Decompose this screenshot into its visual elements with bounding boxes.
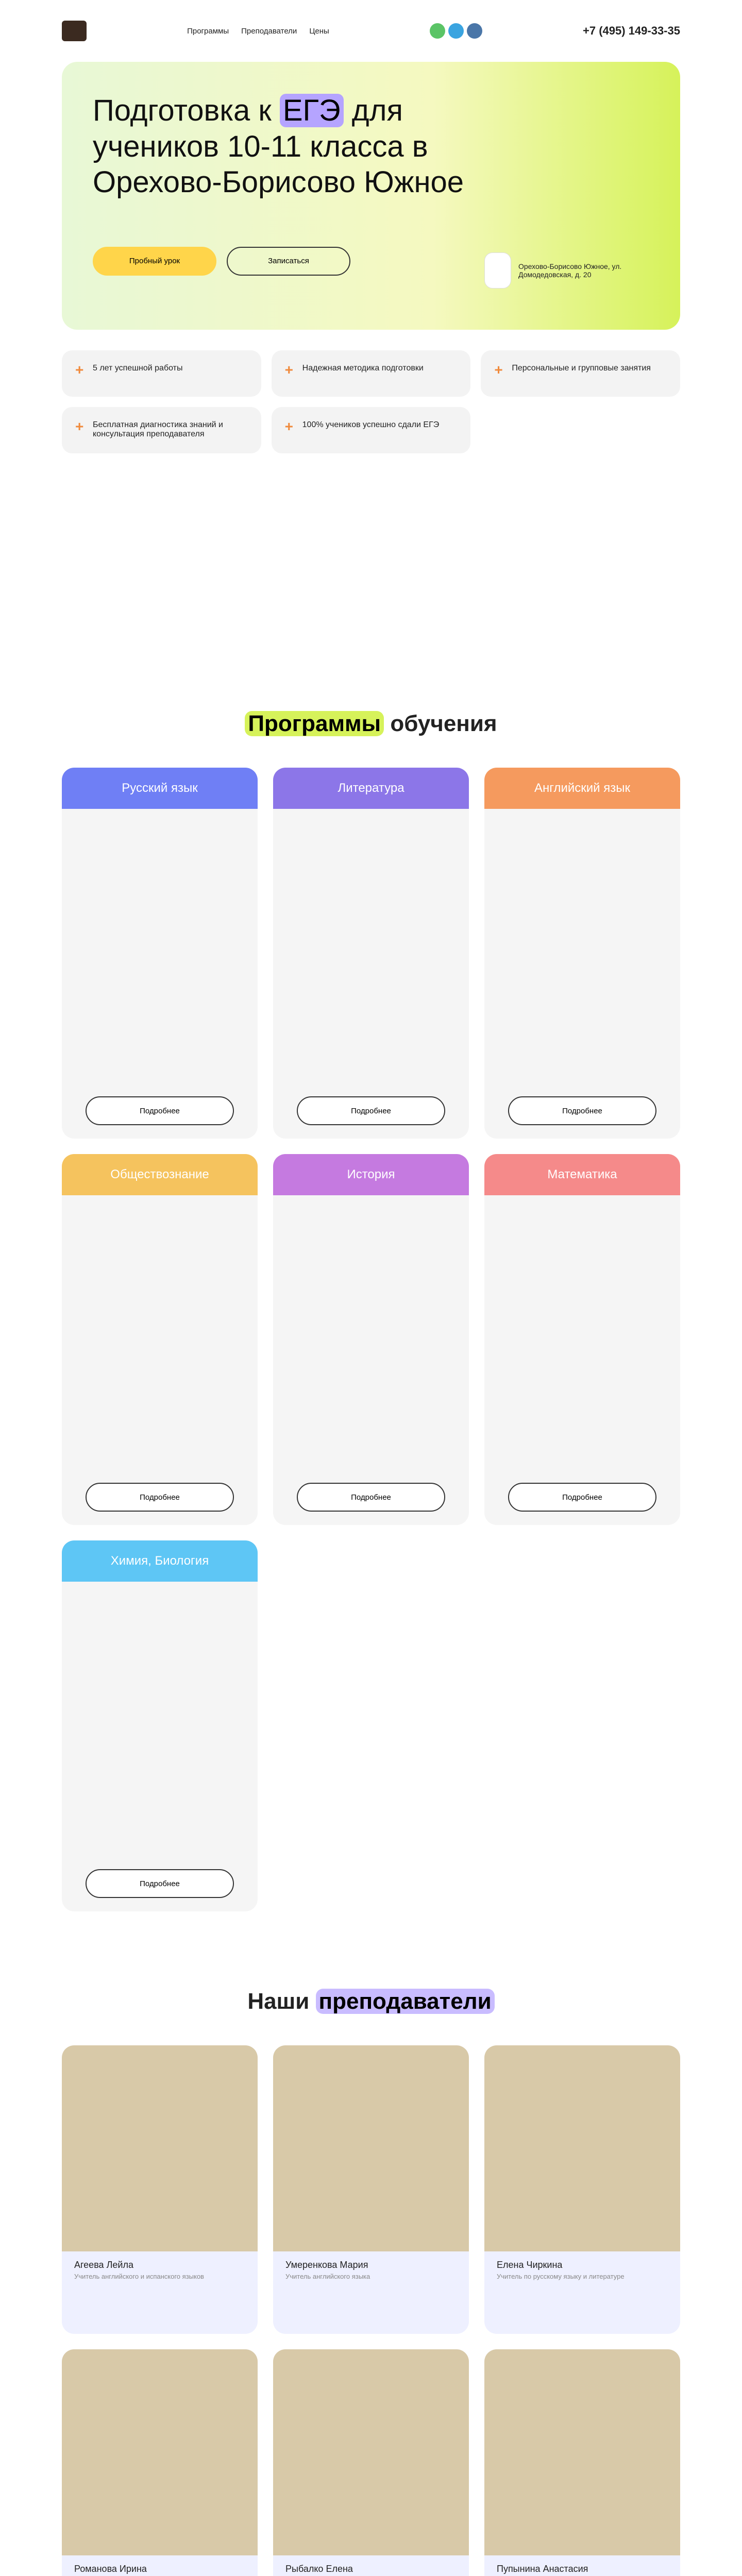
teacher-role: Учитель английского языка — [285, 2273, 370, 2280]
feature-item: + 5 лет успешной работы — [62, 350, 261, 397]
phone-number[interactable]: +7 (495) 149-33-35 — [583, 24, 680, 37]
feature-item: + 100% учеников успешно сдали ЕГЭ — [272, 407, 471, 453]
main-nav — [187, 27, 329, 36]
feature-item: + Персональные и групповые занятия — [481, 350, 680, 397]
program-card — [62, 768, 258, 1139]
teacher-name: Агеева Лейла — [74, 2260, 133, 2270]
teacher-photo — [273, 2045, 469, 2251]
details-button[interactable]: Подробнее — [297, 1483, 446, 1512]
teacher-photo — [62, 2349, 258, 2555]
feature-item: + Бесплатная диагностика знаний и консультация преподавателя — [62, 407, 261, 453]
program-name: Английский язык — [484, 768, 680, 809]
program-card — [273, 768, 469, 1139]
teachers-title: Наши преподаватели — [0, 1989, 742, 2014]
program-card — [484, 768, 680, 1139]
program-card — [484, 1154, 680, 1525]
vk-icon[interactable] — [467, 23, 482, 39]
nav-programs[interactable]: Программы — [187, 26, 229, 36]
teacher-name: Романова Ирина — [74, 2564, 147, 2574]
hero — [62, 62, 680, 330]
details-button[interactable]: Подробнее — [508, 1096, 657, 1125]
program-name: Обществознание — [62, 1154, 258, 1195]
teacher-card — [273, 2045, 469, 2334]
programs-grid — [62, 768, 680, 1911]
feature-item: + Надежная методика подготовки — [272, 350, 471, 397]
location: Орехово-Борисово Южное, ул. Домодедовская, д. 20 — [484, 252, 649, 289]
teacher-name: Пупынина Анастасия — [497, 2564, 588, 2574]
teacher-photo — [484, 2349, 680, 2555]
teacher-name: Рыбалко Елена — [285, 2564, 353, 2574]
teacher-photo — [484, 2045, 680, 2251]
program-card — [273, 1154, 469, 1525]
program-name: Химия, Биология — [62, 1540, 258, 1582]
details-button[interactable]: Подробнее — [86, 1483, 234, 1512]
details-button[interactable]: Подробнее — [297, 1096, 446, 1125]
details-button[interactable]: Подробнее — [508, 1483, 657, 1512]
teacher-role: Учитель по русскому языку и литературе — [497, 2273, 625, 2280]
whatsapp-icon[interactable] — [430, 23, 445, 39]
logo-badge — [62, 21, 87, 41]
teacher-name: Умеренкова Мария — [285, 2260, 368, 2270]
features — [62, 350, 680, 453]
teacher-role: Учитель английского и испанского языков — [74, 2273, 204, 2280]
trial-lesson-button[interactable]: Пробный урок — [93, 247, 216, 276]
programs-title: Программы обучения — [0, 711, 742, 737]
teacher-photo — [62, 2045, 258, 2251]
teacher-photo — [273, 2349, 469, 2555]
teachers-grid — [62, 2045, 680, 2576]
header — [0, 0, 742, 62]
teacher-name: Елена Чиркина — [497, 2260, 563, 2270]
logo[interactable] — [62, 21, 87, 41]
details-button[interactable]: Подробнее — [86, 1869, 234, 1898]
social-links — [430, 23, 482, 39]
teacher-card — [484, 2045, 680, 2334]
map-icon — [484, 252, 511, 289]
teacher-card — [484, 2349, 680, 2576]
program-card — [62, 1540, 258, 1911]
signup-button[interactable]: Записаться — [227, 247, 350, 276]
program-name: Математика — [484, 1154, 680, 1195]
program-name: История — [273, 1154, 469, 1195]
hero-title: Подготовка к ЕГЭ для учеников 10-11 класса в Орехово-Борисово Южное — [93, 94, 464, 199]
program-name: Русский язык — [62, 768, 258, 809]
nav-prices[interactable]: Цены — [309, 26, 329, 36]
teacher-card — [62, 2045, 258, 2334]
program-card — [62, 1154, 258, 1525]
program-name: Литература — [273, 768, 469, 809]
nav-teachers[interactable]: Преподаватели — [241, 26, 297, 36]
teacher-card — [62, 2349, 258, 2576]
teacher-card — [273, 2349, 469, 2576]
details-button[interactable]: Подробнее — [86, 1096, 234, 1125]
telegram-icon[interactable] — [448, 23, 464, 39]
